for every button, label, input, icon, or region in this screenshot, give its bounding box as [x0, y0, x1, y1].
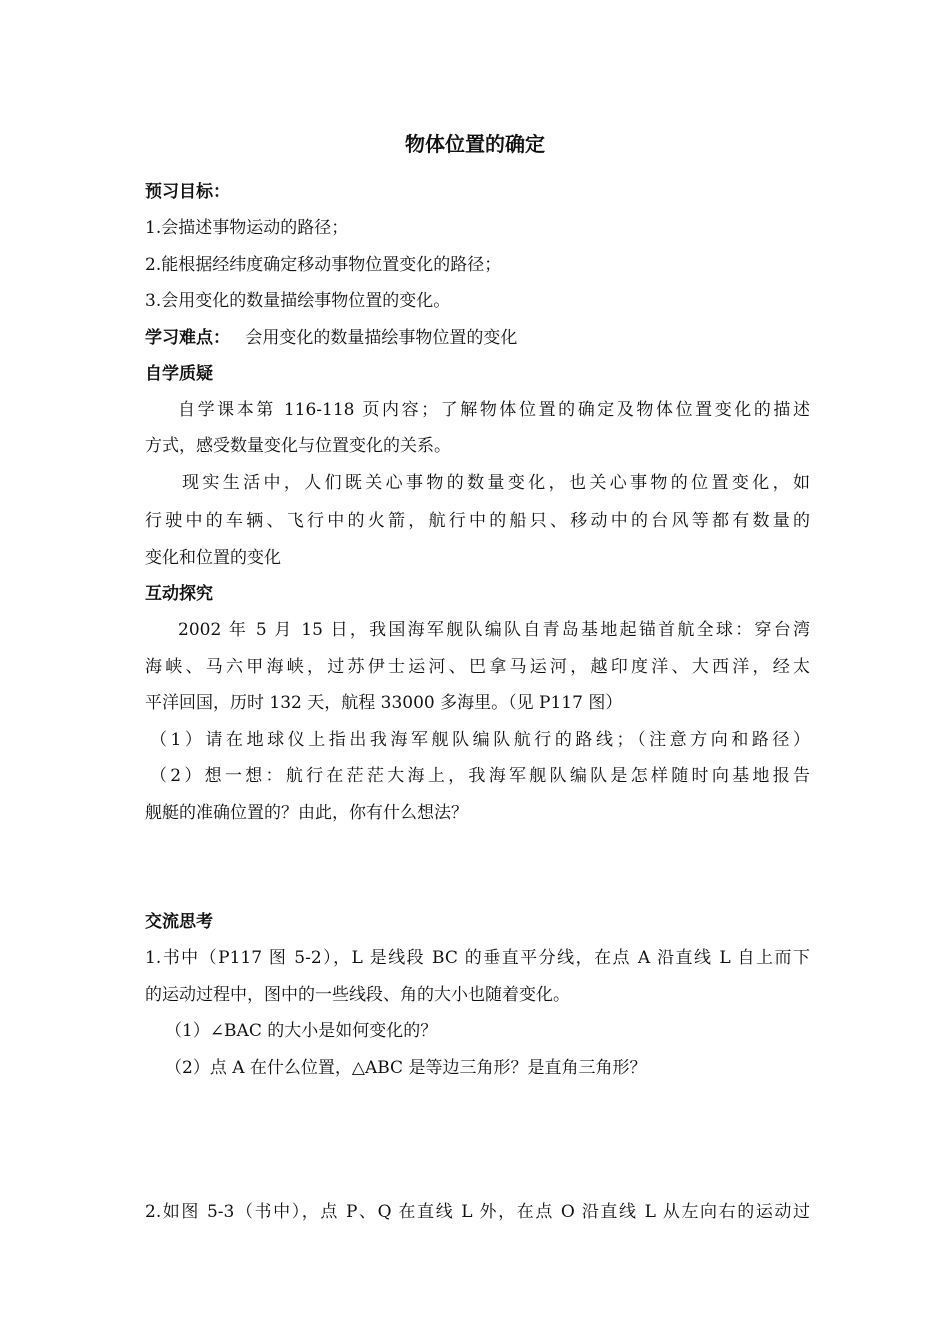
exchange-line: 2.如图 5-3（书中），点 P、Q 在直线 L 外，在点 O 沿直线 L 从左向右的运动过: [145, 1202, 810, 1222]
preview-heading: 预习目标：: [145, 182, 230, 202]
goal-2: 2.能根据经纬度确定移动事物位置变化的路径；: [145, 255, 502, 275]
interaction-line: （2）想一想：航行在茫茫大海上，我海军舰队编队是怎样随时向基地报告: [150, 766, 810, 786]
self-study-line: 变化和位置的变化: [145, 548, 281, 568]
difficulty-text: 会用变化的数量描绘事物位置的变化: [245, 328, 518, 348]
interaction-line: 平洋回国，历时 132 天，航程 33000 多海里。（见 P117 图）: [145, 693, 623, 713]
interaction-line: 海峡、马六甲海峡，过苏伊士运河、巴拿马运河，越印度洋、大西洋，经太: [145, 657, 810, 677]
difficulty-row: [145, 325, 810, 351]
page-title: 物体位置的确定: [405, 132, 545, 156]
interaction-heading: 互动探究: [145, 584, 213, 604]
self-study-line: 方式，感受数量变化与位置变化的关系。: [145, 436, 451, 456]
goal-1: 1.会描述事物运动的路径；: [145, 218, 349, 238]
exchange-line: 的运动过程中，图中的一些线段、角的大小也随着变化。: [145, 985, 570, 1005]
difficulty-label: 学习难点：: [145, 328, 230, 348]
self-study-line: 行驶中的车辆、飞行中的火箭，航行中的船只、移动中的台风等都有数量的: [145, 511, 810, 531]
exchange-line: （2）点 A 在什么位置，△ABC 是等边三角形？是直角三角形？: [165, 1058, 647, 1078]
interaction-line: 舰艇的准确位置的？由此，你有什么想法？: [145, 803, 468, 823]
exchange-heading: 交流思考: [145, 912, 213, 932]
goal-3: 3.会用变化的数量描绘事物位置的变化。: [145, 291, 451, 311]
exchange-line: 1.书中（P117 图 5-2），L 是线段 BC 的垂直平分线，在点 A 沿直线 L 自上而下: [145, 948, 810, 968]
self-study-heading: 自学质疑: [145, 364, 213, 384]
self-study-line: 自学课本第 116-118 页内容；了解物体位置的确定及物体位置变化的描述: [178, 400, 810, 420]
self-study-line: 现实生活中，人们既关心事物的数量变化，也关心事物的位置变化，如: [182, 473, 810, 493]
interaction-line: （1）请在地球仪上指出我海军舰队编队航行的路线；（注意方向和路径）: [150, 730, 810, 750]
interaction-line: 2002 年 5 月 15 日，我国海军舰队编队自青岛基地起锚首航全球：穿台湾: [178, 620, 810, 640]
exchange-line: （1）∠BAC 的大小是如何变化的？: [165, 1021, 438, 1041]
